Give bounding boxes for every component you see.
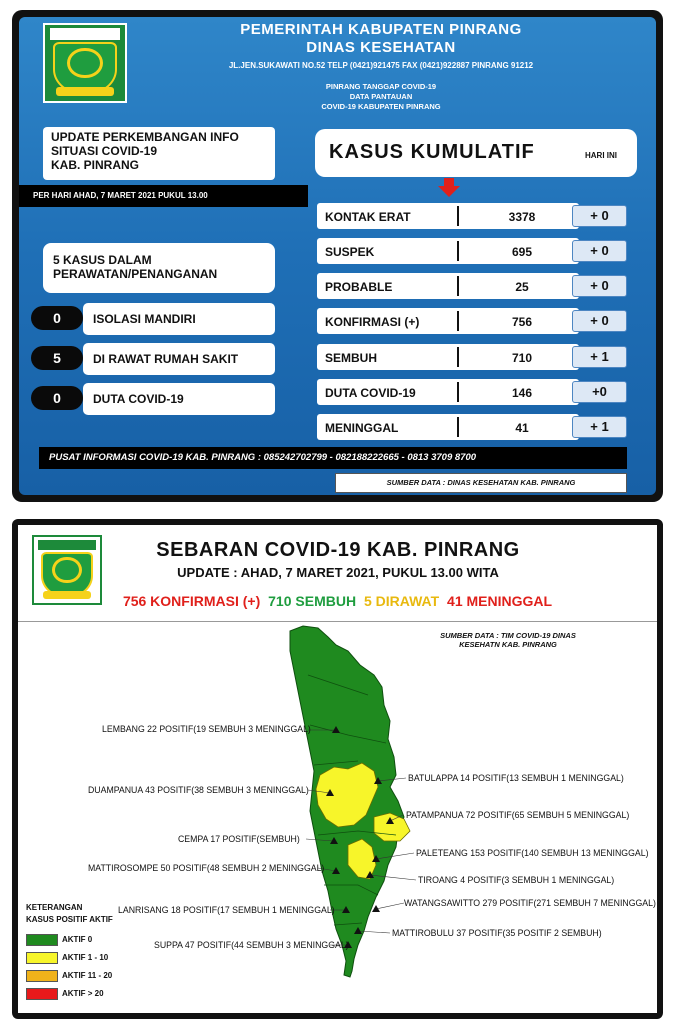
- status-isolasi-mandiri: [31, 303, 277, 335]
- update-line-3: KAB. PINRANG: [51, 158, 140, 172]
- row-label: DUTA COVID-19: [325, 386, 416, 400]
- legend-swatch: [26, 952, 58, 964]
- status-label: DUTA COVID-19: [83, 383, 275, 415]
- legend-title-2: KASUS POSITIF AKTIF: [26, 915, 113, 924]
- label-duampanua: DUAMPANUA 43 POSITIF(38 SEMBUH 3 MENINGGAL): [88, 785, 309, 796]
- legend-aktif-over-20: [26, 987, 126, 1001]
- hari-ini-label: HARI INI: [585, 151, 617, 160]
- label-suppa: SUPPA 47 POSITIF(44 SEMBUH 3 MENINGGAL): [154, 940, 349, 951]
- status-count: 0: [31, 306, 83, 330]
- row-value: 710: [511, 351, 533, 365]
- row-increment: + 1: [572, 416, 627, 438]
- update-line-2: SITUASI COVID-19: [51, 144, 158, 158]
- status-rawat-rs: [31, 343, 277, 375]
- status-duta-covid: [31, 383, 277, 415]
- legend-label: AKTIF 1 - 10: [62, 953, 109, 962]
- legend-swatch: [26, 934, 58, 946]
- map-source-line-1: SUMBER DATA : TIM COVID-19 DINAS: [440, 631, 576, 640]
- row-duta-covid: [317, 379, 637, 405]
- row-suspek: [317, 238, 637, 264]
- status-count: 5: [31, 346, 83, 370]
- row-value: 25: [515, 280, 529, 294]
- label-batulappa: BATULAPPA 14 POSITIF(13 SEMBUH 1 MENINGGAL): [408, 773, 624, 784]
- info-phone-bar: PUSAT INFORMASI COVID-19 KAB. PINRANG : 085242702799 - 082188222665 - 0813 3709 8700: [39, 447, 627, 469]
- perawatan-box: [43, 243, 275, 293]
- stat-meninggal: 41 MENINGGAL: [447, 593, 553, 609]
- covid-summary-panel: [12, 10, 663, 502]
- row-konfirmasi: [317, 308, 637, 334]
- map-subtitle: UPDATE : AHAD, 7 MARET 2021, PUKUL 13.00 WITA: [177, 565, 499, 580]
- perawatan-line-2: PERAWATAN/PENANGANAN: [53, 267, 218, 281]
- label-mattirobulu: MATTIROBULU 37 POSITIF(35 POSITIF 2 SEMBUH): [392, 928, 602, 939]
- legend-label: AKTIF 0: [62, 935, 93, 944]
- date-bar: PER HARI AHAD, 7 MARET 2021 PUKUL 13.00: [19, 185, 308, 207]
- status-label: ISOLASI MANDIRI: [83, 303, 275, 335]
- legend-swatch: [26, 988, 58, 1000]
- kumulatif-header: [315, 129, 637, 177]
- row-label: SUSPEK: [325, 245, 375, 259]
- stat-sembuh: 710 SEMBUH: [268, 593, 357, 609]
- label-tiroang: TIROANG 4 POSITIF(3 SEMBUH 1 MENINGGAL): [418, 875, 615, 886]
- kumulatif-title: KASUS KUMULATIF: [329, 141, 535, 163]
- row-increment: + 0: [572, 275, 627, 297]
- row-value: 695: [511, 245, 533, 259]
- status-count: 0: [31, 386, 83, 410]
- row-increment: + 0: [572, 205, 627, 227]
- row-increment: + 0: [572, 240, 627, 262]
- label-paleteang: PALETEANG 153 POSITIF(140 SEMBUH 13 MENINGGAL): [416, 848, 649, 859]
- update-line-1: UPDATE PERKEMBANGAN INFO: [51, 130, 239, 144]
- legend-aktif-11-20: [26, 969, 126, 983]
- header-line-4: PINRANG TANGGAP COVID-19: [325, 82, 437, 91]
- row-increment: +0: [572, 381, 627, 403]
- legend-label: AKTIF > 20: [62, 989, 104, 998]
- label-patampanua: PATAMPANUA 72 POSITIF(65 SEMBUH 5 MENINGGAL): [406, 810, 630, 821]
- legend-label: AKTIF 11 - 20: [62, 971, 113, 980]
- header-line-2: DINAS KESEHATAN: [306, 39, 456, 56]
- status-label: DI RAWAT RUMAH SAKIT: [83, 343, 275, 375]
- legend-swatch: [26, 970, 58, 982]
- summary-header: [131, 21, 631, 111]
- header-address: JL.JEN.SUKAWATI NO.52 TELP (0421)921475 FAX (0421)922887 PINRANG 91212: [228, 61, 534, 70]
- row-sembuh: [317, 344, 637, 370]
- summary-panel-background: [19, 17, 656, 495]
- row-label: KONFIRMASI (+): [325, 315, 420, 329]
- legend-title-1: KETERANGAN: [26, 903, 83, 912]
- row-value: 146: [511, 386, 533, 400]
- row-kontak-erat: [317, 203, 637, 229]
- legend-aktif-0: [26, 933, 126, 947]
- row-value: 41: [515, 421, 529, 435]
- perawatan-line-1: 5 KASUS DALAM: [53, 253, 152, 267]
- map-source-line-2: KESEHATN KAB. PINRANG: [459, 640, 557, 649]
- row-label: KONTAK ERAT: [325, 210, 411, 224]
- row-label: PROBABLE: [325, 280, 393, 294]
- map-panel-background: [18, 525, 657, 1013]
- pinrang-logo: [43, 23, 127, 103]
- stat-konfirmasi: 756 KONFIRMASI (+): [122, 593, 261, 609]
- map-region-patampanua: [374, 813, 410, 841]
- covid-map-panel: [12, 519, 663, 1019]
- update-info-box: [43, 127, 275, 180]
- row-label: MENINGGAL: [325, 421, 399, 435]
- row-probable: [317, 273, 637, 299]
- label-lanrisang: LANRISANG 18 POSITIF(17 SEMBUH 1 MENINGGAL): [118, 905, 335, 916]
- header-line-1: PEMERINTAH KABUPATEN PINRANG: [240, 21, 522, 38]
- row-value: 3378: [508, 210, 536, 224]
- row-value: 756: [511, 315, 533, 329]
- row-meninggal: [317, 414, 637, 440]
- label-lembang: LEMBANG 22 POSITIF(19 SEMBUH 3 MENINGGAL): [102, 724, 311, 735]
- row-increment: + 0: [572, 310, 627, 332]
- legend-aktif-1-10: [26, 951, 126, 965]
- stat-dirawat: 5 DIRAWAT: [363, 593, 440, 609]
- row-label: SEMBUH: [325, 351, 378, 365]
- map-title: SEBARAN COVID-19 KAB. PINRANG: [156, 539, 520, 561]
- label-watangsawitto: WATANGSAWITTO 279 POSITIF(271 SEMBUH 7 MENINGGAL): [404, 898, 656, 909]
- label-cempa: CEMPA 17 POSITIF(SEMBUH): [178, 834, 300, 845]
- label-mattirosompe: MATTIROSOMPE 50 POSITIF(48 SEMBUH 2 MENINGGAL): [88, 863, 325, 874]
- data-source: SUMBER DATA : DINAS KESEHATAN KAB. PINRANG: [335, 473, 627, 493]
- header-line-6: COVID-19 KABUPATEN PINRANG: [321, 102, 441, 111]
- header-line-5: DATA PANTAUAN: [349, 92, 413, 101]
- row-increment: + 1: [572, 346, 627, 368]
